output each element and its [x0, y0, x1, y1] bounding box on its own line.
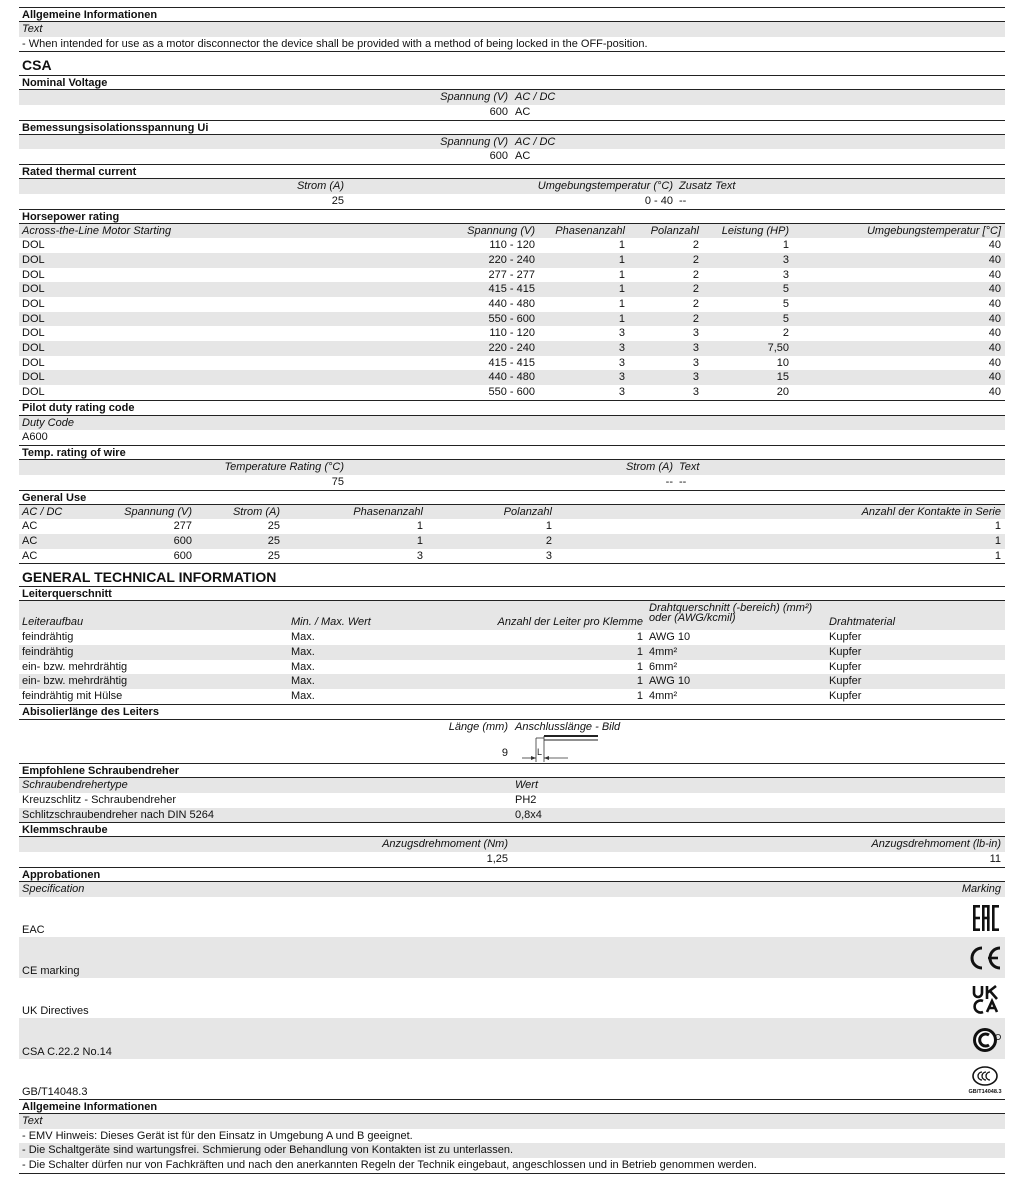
cell-starting-method: DOL: [22, 253, 45, 266]
col-header-voltage: Spannung (V): [440, 91, 508, 104]
cell-current: 25: [267, 534, 280, 547]
cell-power: 5: [782, 312, 789, 325]
strip-length-row: [19, 734, 1005, 763]
cell-temp-rating: 75: [331, 475, 344, 488]
cell-current: 25: [267, 549, 280, 562]
col-header-min-max: Min. / Max. Wert: [291, 616, 371, 629]
cell-additional-text: --: [679, 194, 687, 207]
cell-wire-section: 4mm²: [649, 645, 678, 658]
approval-row: [19, 937, 1005, 978]
wire-temp-row: [19, 475, 1005, 490]
approval-row: [19, 897, 1005, 938]
cell-ambient-temp: 40: [988, 342, 1001, 354]
cell-wire-material: Kupfer: [829, 660, 862, 673]
col-header-poles: Polanzahl: [503, 505, 552, 518]
section-heading-csa: CSA: [22, 57, 52, 74]
cell-min-max: Max.: [291, 675, 315, 688]
cell-wire-material: Kupfer: [829, 675, 862, 688]
cell-power: 3: [782, 268, 789, 281]
cell-power: 20: [776, 386, 789, 399]
cell-phases: 3: [618, 342, 625, 354]
section-title-conductor-cross-section: Leiterquerschnitt: [19, 586, 1005, 601]
cell-conductor-type: feindrähtig: [22, 645, 74, 658]
col-header-acdc: AC / DC: [22, 505, 63, 518]
cell-conductors-per-terminal: 1: [636, 690, 643, 702]
strip-length-header-row: [19, 720, 1005, 735]
terminal-screw-row: [19, 852, 1005, 867]
screwdriver-header-row: [19, 778, 1005, 793]
cell-acdc: AC: [515, 150, 531, 163]
col-header-current: Strom (A): [296, 180, 344, 193]
cell-starting-method: DOL: [22, 283, 45, 296]
cell-phases: 3: [618, 327, 625, 340]
cell-power: 5: [782, 297, 789, 310]
col-header-wire-section: Drahtquerschnitt (-bereich) (mm²): [649, 602, 813, 615]
cell-torque-lbin: 11: [989, 853, 1001, 866]
col-header-duty-code: Duty Code: [22, 416, 74, 429]
cell-poles: 3: [692, 371, 699, 384]
col-header-wire-section-awg: oder (AWG/kcmil): [649, 612, 736, 625]
section-title-general-info: Allgemeine Informationen: [19, 1099, 1005, 1114]
horsepower-row: [19, 370, 1005, 385]
cell-power: 15: [776, 371, 789, 384]
datasheet: [19, 7, 1005, 1174]
col-header-conductor-type: Leiteraufbau: [22, 616, 84, 629]
cell-poles: 3: [692, 386, 699, 399]
col-header-acdc: AC / DC: [515, 91, 556, 104]
horsepower-row: [19, 341, 1005, 356]
col-header-starting: Across-the-Line Motor Starting: [22, 224, 172, 237]
cell-wire-section: 6mm²: [649, 660, 678, 673]
general-info-header: Text: [22, 1115, 43, 1127]
approvals-header-row: [19, 882, 1005, 897]
cell-ambient-temp: 40: [988, 312, 1001, 325]
horsepower-header-row: [19, 224, 1005, 239]
section-title-approvals: Approbationen: [19, 867, 1005, 882]
horsepower-row: [19, 297, 1005, 312]
cell-voltage: 220 - 240: [488, 342, 535, 354]
screwdriver-row: [19, 793, 1005, 808]
conductor-row: [19, 645, 1005, 660]
cell-ambient-temp: 40: [988, 268, 1001, 281]
cell-power: 5: [782, 283, 789, 296]
insulation-voltage-header-row: [19, 135, 1005, 150]
cell-wire-material: Kupfer: [829, 631, 862, 644]
cell-poles: 2: [692, 283, 699, 296]
cell-conductor-type: ein- bzw. mehrdrähtig: [22, 675, 128, 688]
cell-ambient-temp: 0 - 40: [644, 194, 673, 207]
col-header-acdc: AC / DC: [515, 135, 556, 148]
wire-temp-header-row: [19, 460, 1005, 475]
cell-poles: 3: [692, 356, 699, 369]
cell-starting-method: DOL: [22, 297, 45, 310]
col-header-value: Wert: [515, 779, 539, 792]
cell-starting-method: DOL: [22, 268, 45, 281]
horsepower-row: [19, 385, 1005, 400]
cell-screwdriver-type: Kreuzschlitz - Schraubendreher: [22, 794, 177, 807]
cell-voltage: 600: [173, 549, 192, 562]
approval-spec: CSA C.22.2 No.14: [22, 1045, 112, 1058]
eac-mark-icon: [971, 903, 1001, 933]
cell-starting-method: DOL: [22, 371, 45, 384]
cell-voltage: 440 - 480: [488, 297, 535, 310]
general-info-text: - EMV Hinweis: Dieses Gerät ist für den Einsatz in Umgebung A und B geeignet.: [22, 1129, 413, 1142]
cell-screwdriver-type: Schlitzschraubendreher nach DIN 5264: [22, 808, 215, 821]
cell-starting-method: DOL: [22, 327, 45, 340]
cell-voltage: 415 - 415: [488, 283, 535, 296]
cell-starting-method: DOL: [22, 356, 45, 369]
cell-starting-method: DOL: [22, 239, 45, 252]
section-title-terminal-screw: Klemmschraube: [19, 822, 1005, 837]
cell-conductors-per-terminal: 1: [636, 675, 643, 688]
col-header-temp-rating: Temperature Rating (°C): [224, 461, 344, 474]
conductor-row: [19, 689, 1005, 704]
col-header-length: Länge (mm): [448, 720, 508, 733]
approval-row: [19, 978, 1005, 1019]
cell-min-max: Max.: [291, 660, 315, 673]
general-use-table-body: [19, 519, 1005, 563]
insulation-voltage-row: [19, 149, 1005, 164]
cell-voltage: 550 - 600: [488, 312, 535, 325]
col-header-voltage: Spannung (V): [124, 505, 192, 518]
section-title-strip-length: Abisolierlänge des Leiters: [19, 705, 1005, 720]
cell-power: 1: [782, 239, 789, 252]
general-info-text: - Die Schaltgeräte sind wartungsfrei. Schmierung oder Behandlung von Kontakten ist zu unterlassen.: [22, 1144, 514, 1157]
cell-phases: 1: [618, 253, 625, 266]
cell-acdc: AC: [22, 534, 38, 547]
cell-phases: 1: [618, 312, 625, 325]
cell-duty-code: A600: [22, 431, 48, 444]
cell-phases: 1: [416, 520, 423, 533]
col-header-power: Leistung (HP): [721, 224, 789, 237]
cell-phases: 3: [618, 371, 625, 384]
col-header-poles: Polanzahl: [650, 224, 699, 237]
nominal-voltage-header-row: [19, 90, 1005, 105]
cell-phases: 1: [618, 297, 625, 310]
pilot-duty-header-row: [19, 416, 1005, 431]
col-header-ambient-temp: Umgebungstemperatur [°C]: [866, 224, 1001, 237]
conductor-header-row: [19, 601, 1005, 630]
cell-wire-section: AWG 10: [649, 675, 691, 688]
cell-poles: 2: [545, 534, 552, 547]
cell-min-max: Max.: [291, 645, 315, 658]
cell-contacts-series: 1: [994, 534, 1001, 547]
general-info-text: - When intended for use as a motor disconnector the device shall be provided with a method of being locked in the OFF-position.: [22, 37, 648, 50]
col-header-torque-nm: Anzugsdrehmoment (Nm): [382, 838, 508, 851]
cell-voltage: 277 - 277: [488, 268, 535, 281]
cell-wire-section: AWG 10: [649, 631, 691, 644]
cell-acdc: AC: [22, 520, 38, 533]
cell-conductor-type: feindrähtig: [22, 631, 74, 644]
cell-voltage: 277: [173, 520, 192, 533]
col-header-marking: Marking: [961, 882, 1001, 895]
cell-poles: 2: [692, 312, 699, 325]
general-info-row: [19, 37, 1005, 53]
cell-conductor-type: feindrähtig mit Hülse: [22, 690, 123, 702]
cell-conductor-type: ein- bzw. mehrdrähtig: [22, 660, 128, 673]
cell-phases: 1: [618, 239, 625, 252]
col-header-ambient-temp: Umgebungstemperatur (°C): [537, 180, 673, 193]
approval-spec: GB/T14048.3: [22, 1086, 88, 1098]
conductor-row: [19, 630, 1005, 645]
screwdriver-row: [19, 808, 1005, 823]
section-title-thermal-current: Rated thermal current: [19, 164, 1005, 179]
approval-spec: EAC: [22, 924, 45, 936]
cell-voltage: 600: [489, 150, 508, 163]
cell-power: 10: [776, 356, 789, 369]
cell-voltage: 415 - 415: [488, 356, 535, 369]
cell-poles: 2: [692, 268, 699, 281]
general-info-header: Text: [22, 23, 43, 35]
col-header-conductors-per-terminal: Anzahl der Leiter pro Klemme: [497, 616, 643, 629]
cell-phases: 1: [618, 268, 625, 281]
general-info-header-row: [19, 22, 1005, 37]
cell-poles: 3: [692, 327, 699, 340]
cell-current: --: [665, 475, 673, 488]
cell-voltage: 110 - 120: [489, 327, 535, 340]
cell-current: 25: [267, 520, 280, 533]
cell-contacts-series: 1: [994, 520, 1001, 533]
cell-ambient-temp: 40: [988, 253, 1001, 266]
cell-acdc: AC: [22, 549, 38, 562]
col-header-specification: Specification: [22, 882, 85, 895]
general-info-header-row: [19, 1114, 1005, 1129]
col-header-voltage: Spannung (V): [440, 135, 508, 148]
ce-mark-icon: [965, 943, 1003, 973]
ccc-logo-text: GB/T14048.3: [968, 1088, 1002, 1095]
col-header-phases: Phasenanzahl: [353, 505, 423, 518]
general-info-row: [19, 1143, 1005, 1158]
nominal-voltage-row: [19, 105, 1005, 120]
col-header-voltage: Spannung (V): [467, 224, 535, 237]
approval-row: [19, 1018, 1005, 1059]
cell-text: --: [679, 475, 687, 488]
cell-power: 2: [782, 327, 789, 340]
section-title-general-use: General Use: [19, 490, 1005, 505]
general-use-row: [19, 519, 1005, 534]
col-header-wire-material: Drahtmaterial: [829, 616, 896, 629]
cell-ambient-temp: 40: [988, 297, 1001, 310]
conductor-table-body: [19, 630, 1005, 704]
cell-poles: 2: [692, 253, 699, 266]
cell-voltage: 220 - 240: [488, 253, 535, 266]
cell-voltage: 110 - 120: [489, 239, 535, 252]
cell-poles: 3: [692, 342, 699, 354]
strip-length-diagram-icon: [514, 734, 604, 763]
approval-row: [19, 1059, 1005, 1100]
section-title-screwdriver: Empfohlene Schraubendreher: [19, 763, 1005, 778]
section-title-wire-temp: Temp. rating of wire: [19, 445, 1005, 460]
thermal-current-row: [19, 194, 1005, 209]
horsepower-row: [19, 356, 1005, 371]
cell-wire-material: Kupfer: [829, 690, 862, 702]
terminal-screw-header-row: [19, 837, 1005, 852]
cell-poles: 2: [692, 297, 699, 310]
section-title-insulation-voltage: Bemessungsisolationsspannung Ui: [19, 120, 1005, 135]
cell-voltage: 600: [489, 106, 508, 119]
cell-current: 25: [331, 194, 344, 207]
cell-length: 9: [501, 747, 508, 760]
section-title-general-info: Allgemeine Informationen: [19, 7, 1005, 22]
cell-poles: 2: [692, 239, 699, 252]
ukca-mark-icon: [971, 984, 1001, 1014]
col-header-phases: Phasenanzahl: [555, 224, 625, 237]
horsepower-row: [19, 253, 1005, 268]
csa-mark-icon: [971, 1024, 1001, 1054]
col-header-current: Strom (A): [232, 505, 280, 518]
cell-ambient-temp: 40: [988, 239, 1001, 252]
general-info-row: [19, 1129, 1005, 1144]
conductor-row: [19, 660, 1005, 675]
section-heading-general-technical: GENERAL TECHNICAL INFORMATION: [19, 563, 1005, 586]
cell-ambient-temp: 40: [988, 356, 1001, 369]
ccc-mark-icon: [967, 1065, 1003, 1095]
col-header-current: Strom (A): [625, 461, 673, 474]
cell-wire-section: 4mm²: [649, 690, 678, 702]
horsepower-row: [19, 238, 1005, 253]
general-info-text: - Die Schalter dürfen nur von Fachkräften und nach den anerkannten Regeln der Technik eingebaut, angeschlossen und in Betrieb genommen werden.: [22, 1159, 757, 1172]
general-use-row: [19, 549, 1005, 564]
cell-phases: 3: [618, 356, 625, 369]
cell-contacts-series: 1: [994, 549, 1001, 562]
section-title-horsepower: Horsepower rating: [19, 209, 1005, 224]
section-title-pilot-duty: Pilot duty rating code: [19, 401, 1005, 416]
horsepower-row: [19, 268, 1005, 283]
section-title-nominal-voltage: Nominal Voltage: [19, 75, 1005, 90]
cell-power: 3: [782, 253, 789, 266]
horsepower-row: [19, 282, 1005, 297]
cell-starting-method: DOL: [22, 312, 45, 325]
cell-min-max: Max.: [291, 631, 315, 644]
col-header-screwdriver-type: Schraubendrehertype: [22, 779, 128, 792]
col-header-torque-lbin: Anzugsdrehmoment (lb-in): [871, 838, 1001, 851]
cell-voltage: 600: [173, 534, 192, 547]
cell-conductors-per-terminal: 1: [636, 645, 643, 658]
cell-power: 7,50: [767, 342, 789, 354]
cell-acdc: AC: [515, 106, 531, 119]
general-use-row: [19, 534, 1005, 549]
cell-poles: 1: [545, 520, 552, 533]
conductor-row: [19, 674, 1005, 689]
approval-spec: CE marking: [22, 964, 80, 977]
cell-wire-material: Kupfer: [829, 645, 862, 658]
col-header-text: Text: [679, 461, 700, 474]
horsepower-row: [19, 312, 1005, 327]
col-header-additional-text: Zusatz Text: [679, 180, 736, 193]
cell-ambient-temp: 40: [988, 371, 1001, 384]
col-header-contacts-series: Anzahl der Kontakte in Serie: [861, 505, 1001, 518]
thermal-current-header-row: [19, 179, 1005, 194]
cell-conductors-per-terminal: 1: [636, 631, 643, 644]
cell-torque-nm: 1,25: [486, 853, 508, 866]
cell-voltage: 550 - 600: [488, 386, 535, 399]
horsepower-table-body: [19, 238, 1005, 401]
cell-phases: 3: [618, 386, 625, 399]
cell-starting-method: DOL: [22, 342, 45, 354]
cell-phases: 3: [416, 549, 423, 562]
cell-poles: 3: [545, 549, 552, 562]
general-info-row: [19, 1158, 1005, 1174]
horsepower-row: [19, 326, 1005, 341]
cell-starting-method: DOL: [22, 386, 45, 399]
cell-ambient-temp: 40: [988, 327, 1001, 340]
cell-value: PH2: [515, 794, 537, 807]
cell-conductors-per-terminal: 1: [636, 660, 643, 673]
diagram-label-l: L: [537, 747, 543, 758]
cell-min-max: Max.: [291, 690, 315, 702]
cell-ambient-temp: 40: [988, 386, 1001, 399]
approval-spec: UK Directives: [22, 1005, 89, 1017]
cell-value: 0,8x4: [515, 808, 542, 821]
pilot-duty-row: [19, 430, 1005, 445]
cell-ambient-temp: 40: [988, 283, 1001, 296]
cell-phases: 1: [416, 534, 423, 547]
general-use-header-row: [19, 505, 1005, 520]
cell-voltage: 440 - 480: [488, 371, 535, 384]
col-header-connection-image: Anschlusslänge - Bild: [515, 720, 621, 733]
cell-phases: 1: [618, 283, 625, 296]
